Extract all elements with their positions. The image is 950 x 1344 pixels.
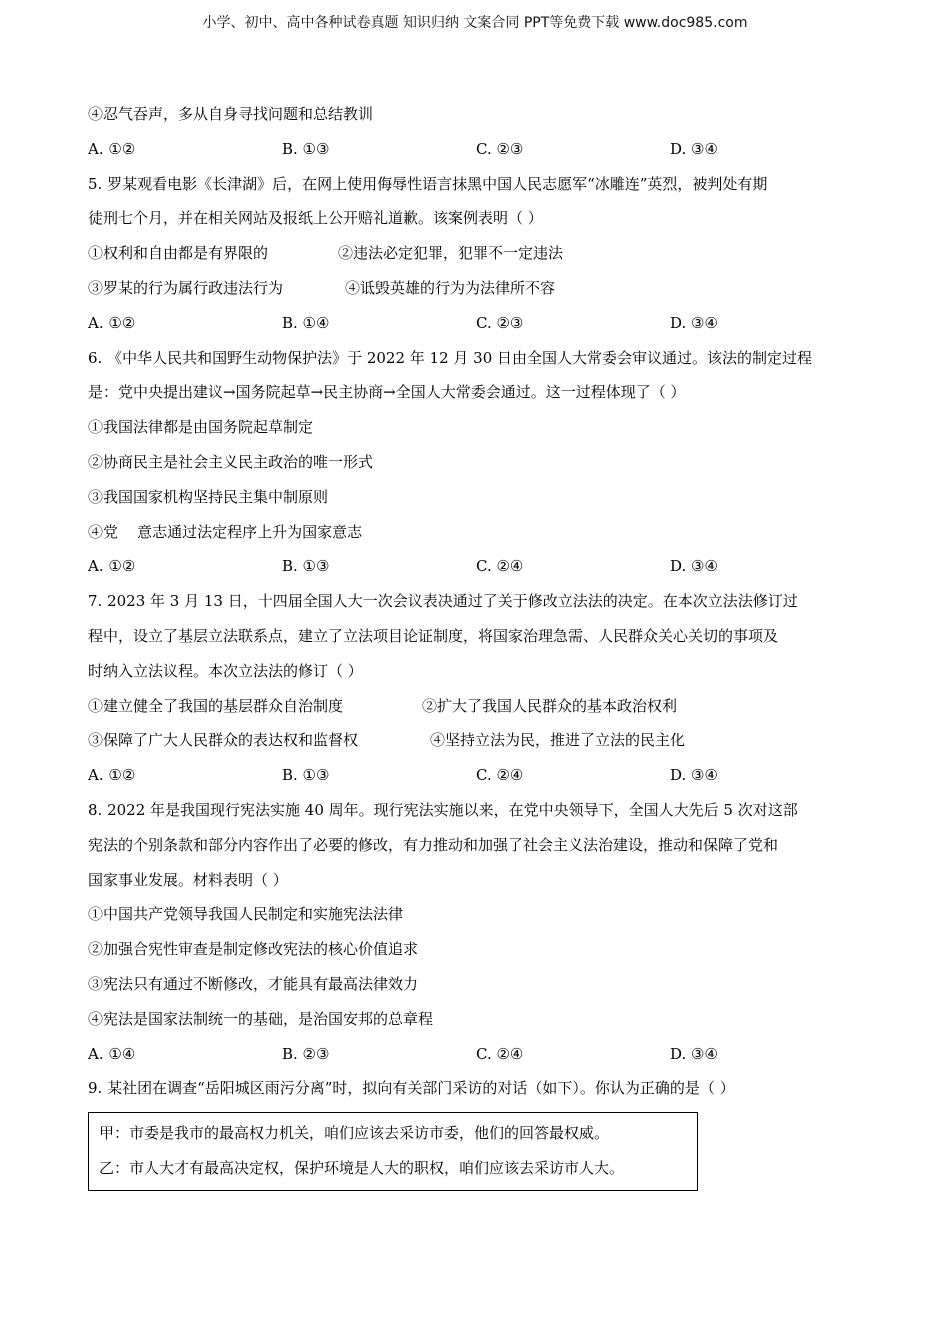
- q8-option-a[interactable]: A. ①④: [88, 1044, 136, 1063]
- exam-content: [88, 97, 868, 1191]
- q6-option-d[interactable]: D. ③④: [670, 557, 718, 576]
- q8-stem-line-1: 8. 2022 年是我国现行宪法实施 40 周年。现行宪法实施以来，在党中央领导下，全国人大先后 5 次对这部: [88, 800, 798, 819]
- q4-options: [88, 132, 868, 167]
- q6-option-a[interactable]: A. ①②: [88, 557, 136, 576]
- q6-stem-line-2: 是：党中央提出建议→国务院起草→民主协商→全国人大常委会通过。这一过程体现了（ ）: [88, 383, 686, 402]
- q4-statement-4: ④忍气吞声，多从自身寻找问题和总结教训: [88, 105, 374, 123]
- q5-stem-line-2: 徒刑七个月，并在相关网站及报纸上公开赔礼道歉。该案例表明（ ）: [88, 209, 543, 228]
- q7-option-c[interactable]: C. ②④: [476, 766, 524, 785]
- q8-statement-3: ③宪法只有通过不断修改，才能具有最高法律效力: [88, 974, 419, 993]
- q7-statements-row-2: [88, 723, 868, 758]
- q8-stem-line-2: 宪法的个别条款和部分内容作出了必要的修改，有力推动和加强了社会主义法治建设，推动和保障了党和: [88, 835, 779, 854]
- q7-options: [88, 758, 868, 793]
- q9-dialog-box: [88, 1112, 698, 1191]
- q7-statement-4: ④坚持立法为民，推进了立法的民主化: [430, 731, 686, 750]
- q4-option-a[interactable]: A. ①②: [88, 139, 136, 158]
- q7-stem-line-3: 时纳入立法议程。本次立法法的修订（ ）: [88, 661, 363, 680]
- q5-stem-line-1: 5. 罗某观看电影《长津湖》后，在网上使用侮辱性语言抹黑中国人民志愿军“冰雕连”英烈，被判处有期: [88, 174, 768, 193]
- q7-statements-row-1: [88, 689, 868, 724]
- q7-statement-1: ①建立健全了我国的基层群众自治制度: [88, 696, 344, 715]
- q8-option-b[interactable]: B. ②③: [282, 1044, 330, 1063]
- q6-option-b[interactable]: B. ①③: [282, 557, 330, 576]
- q5-option-d[interactable]: D. ③④: [670, 313, 718, 332]
- q7-stem-line-1: 7. 2023 年 3 月 13 日，十四届全国人大一次会议表决通过了关于修改立法法的决定。在本次立法法修订过: [88, 592, 798, 611]
- q5-options: [88, 306, 868, 341]
- q6-options: [88, 549, 868, 584]
- q8-stem-line-3: 国家事业发展。材料表明（ ）: [88, 870, 288, 889]
- q9-stem-line-1: 9. 某社团在调查“岳阳城区雨污分离”时，拟向有关部门采访的对话（如下）。你认为正确的是（ ）: [88, 1079, 735, 1098]
- q4-option-d[interactable]: D. ③④: [670, 139, 718, 158]
- q5-statements-row-1: [88, 236, 868, 271]
- q6-option-c[interactable]: C. ②④: [476, 557, 524, 576]
- q7-statement-2: ②扩大了我国人民群众的基本政治权利: [422, 696, 678, 715]
- q8-options: [88, 1037, 868, 1072]
- q5-option-b[interactable]: B. ①④: [282, 313, 330, 332]
- page-header: 小学、初中、高中各种试卷真题 知识归纳 文案合同 PPT等免费下载 www.doc985.com: [202, 15, 748, 31]
- q7-option-d[interactable]: D. ③④: [670, 766, 718, 785]
- q8-option-d[interactable]: D. ③④: [670, 1044, 718, 1063]
- q4-option-b[interactable]: B. ①③: [282, 139, 330, 158]
- q5-statement-2: ②违法必定犯罪，犯罪不一定违法: [338, 244, 564, 263]
- q8-statement-1: ①中国共产党领导我国人民制定和实施宪法法律: [88, 905, 404, 924]
- q7-statement-3: ③保障了广大人民群众的表达权和监督权: [88, 731, 359, 750]
- q6-statement-1: ①我国法律都是由国务院起草制定: [88, 418, 314, 437]
- q6-statement-4: ④党 意志通过法定程序上升为国家意志: [88, 522, 363, 541]
- q8-option-c[interactable]: C. ②④: [476, 1044, 524, 1063]
- q5-statement-3: ③罗某的行为属行政违法行为: [88, 278, 284, 297]
- q8-statement-4: ④宪法是国家法制统一的基础，是治国安邦的总章程: [88, 1009, 434, 1028]
- q6-statement-3: ③我国国家机构坚持民主集中制原则: [88, 487, 329, 506]
- q5-statement-1: ①权利和自由都是有界限的: [88, 244, 269, 263]
- q5-option-a[interactable]: A. ①②: [88, 313, 136, 332]
- q5-statement-4: ④诋毁英雄的行为为法律所不容: [345, 278, 556, 297]
- q7-option-a[interactable]: A. ①②: [88, 766, 136, 785]
- q7-option-b[interactable]: B. ①③: [282, 766, 330, 785]
- q8-statement-2: ②加强合宪性审查是制定修改宪法的核心价值追求: [88, 940, 419, 959]
- q7-stem-line-2: 程中，设立了基层立法联系点，建立了立法项目论证制度，将国家治理急需、人民群众关心关切的事项及: [88, 626, 779, 645]
- q9-dialog-yi: 乙：市人大才有最高决定权，保护环境是人大的职权，咱们应该去采访市人大。: [99, 1158, 625, 1177]
- q9-dialog-jia: 甲：市委是我市的最高权力机关，咱们应该去采访市委，他们的回答最权威。: [99, 1124, 610, 1143]
- q4-option-c[interactable]: C. ②③: [476, 139, 524, 158]
- q5-option-c[interactable]: C. ②③: [476, 313, 524, 332]
- q6-statement-2: ②协商民主是社会主义民主政治的唯一形式: [88, 452, 374, 471]
- q6-stem-line-1: 6. 《中华人民共和国野生动物保护法》于 2022 年 12 月 30 日由全国人大常委会审议通过。该法的制定过程: [88, 348, 813, 367]
- q5-statements-row-2: [88, 271, 868, 306]
